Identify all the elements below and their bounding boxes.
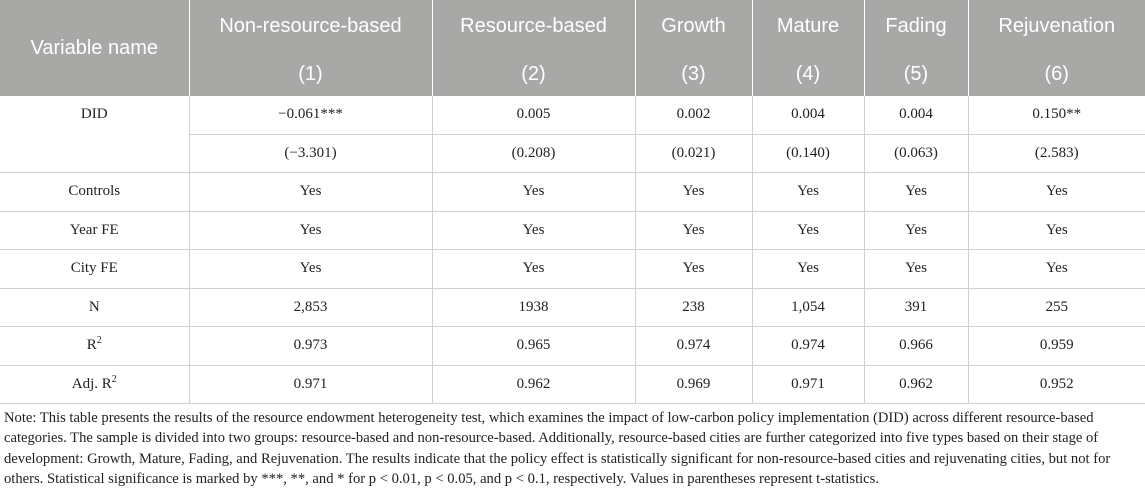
table-row-city-fe: [0, 250, 1145, 289]
table-cell: Yes: [189, 250, 432, 289]
table-cell: Yes: [189, 173, 432, 212]
table-row-n: [0, 288, 1145, 327]
header-col-number: (3): [635, 52, 752, 96]
header-col-number: (5): [864, 52, 968, 96]
table-row-adj-r2: [0, 365, 1145, 404]
table-cell: (0.208): [432, 134, 635, 173]
table-cell: Yes: [189, 211, 432, 250]
table-cell: 0.969: [635, 365, 752, 404]
adj-r2-label-sup: 2: [111, 373, 117, 385]
table-row-did-coef: [0, 96, 1145, 134]
table-cell: Yes: [864, 173, 968, 212]
row-label-r2: [0, 327, 189, 366]
row-label-adj-r2: [0, 365, 189, 404]
row-label-n: N: [0, 288, 189, 327]
table-cell: 1,054: [752, 288, 864, 327]
table-cell: Yes: [635, 250, 752, 289]
table-cell: 0.004: [864, 96, 968, 134]
table-cell: Yes: [752, 250, 864, 289]
table-note: Note: This table presents the results of the resource endowment heterogeneity test, which examines the impact of low-carbon policy implementation (DID) across different resource-based categories. The sample is divided into two groups: resource-based and non-resource-based. Additionally, resource-based cities are further categorized into five types based on their stage of development: Growth, Mature, Fading, and Rejuvenation. The results indicate that the policy effect is statistically significant for non-resource-based cities and rejuvenating cities, but not for others. Statistical significance is marked by ***, **, and * for p < 0.01, p < 0.05, and p < 0.1, respectively. Values in parentheses represent t-statistics.: [4, 410, 1111, 487]
table-cell: 0.971: [752, 365, 864, 404]
table-cell: 0.150**: [968, 96, 1145, 134]
table-cell: 0.962: [864, 365, 968, 404]
header-non-resource-based: Non-resource-based: [189, 0, 432, 52]
table-cell: 0.005: [432, 96, 635, 134]
table-cell: Yes: [752, 173, 864, 212]
table-cell: 0.974: [752, 327, 864, 366]
header-mature: Mature: [752, 0, 864, 52]
r2-label-sup: 2: [96, 335, 102, 347]
table-cell: Yes: [864, 211, 968, 250]
table-cell: Yes: [968, 250, 1145, 289]
table-cell: 0.965: [432, 327, 635, 366]
table-cell: 0.974: [635, 327, 752, 366]
table-cell: 391: [864, 288, 968, 327]
table-row-controls: [0, 173, 1145, 212]
table-cell: (0.140): [752, 134, 864, 173]
row-label-year-fe: Year FE: [0, 211, 189, 250]
table-cell: Yes: [432, 211, 635, 250]
r2-label-base: R: [86, 337, 97, 354]
header-growth: Growth: [635, 0, 752, 52]
table-cell: Yes: [432, 250, 635, 289]
adj-r2-label-base: Adj. R: [71, 375, 112, 392]
table-cell: Yes: [432, 173, 635, 212]
table-cell: (0.021): [635, 134, 752, 173]
header-fading: Fading: [864, 0, 968, 52]
header-col-number: (1): [189, 52, 432, 96]
header-col-number: (2): [432, 52, 635, 96]
table-cell: (2.583): [968, 134, 1145, 173]
table-cell: 0.002: [635, 96, 752, 134]
header-rejuvenation: Rejuvenation: [968, 0, 1145, 52]
table-cell: Yes: [752, 211, 864, 250]
header-variable-name: Variable name: [0, 0, 189, 96]
table-cell: Yes: [635, 211, 752, 250]
row-label-controls: Controls: [0, 173, 189, 212]
table-cell: 2,853: [189, 288, 432, 327]
table-cell: 0.004: [752, 96, 864, 134]
table-cell: 255: [968, 288, 1145, 327]
table-cell: 1938: [432, 288, 635, 327]
header-resource-based: Resource-based: [432, 0, 635, 52]
table-cell: (0.063): [864, 134, 968, 173]
header-col-number: (4): [752, 52, 864, 96]
table-cell: 0.952: [968, 365, 1145, 404]
row-label-city-fe: City FE: [0, 250, 189, 289]
table-cell: Yes: [635, 173, 752, 212]
table-cell: −0.061***: [189, 96, 432, 134]
header-col-number: (6): [968, 52, 1145, 96]
table-cell: 0.973: [189, 327, 432, 366]
table-row-r2: [0, 327, 1145, 366]
table-cell: 0.966: [864, 327, 968, 366]
table-cell: Yes: [968, 173, 1145, 212]
table-row-year-fe: [0, 211, 1145, 250]
header-row-labels: [0, 0, 1145, 52]
table-cell: Yes: [968, 211, 1145, 250]
table-cell: 0.959: [968, 327, 1145, 366]
table-cell: 238: [635, 288, 752, 327]
row-label-did: DID: [0, 96, 189, 173]
table-cell: Yes: [864, 250, 968, 289]
table-cell: 0.971: [189, 365, 432, 404]
table-cell: (−3.301): [189, 134, 432, 173]
table-cell: 0.962: [432, 365, 635, 404]
